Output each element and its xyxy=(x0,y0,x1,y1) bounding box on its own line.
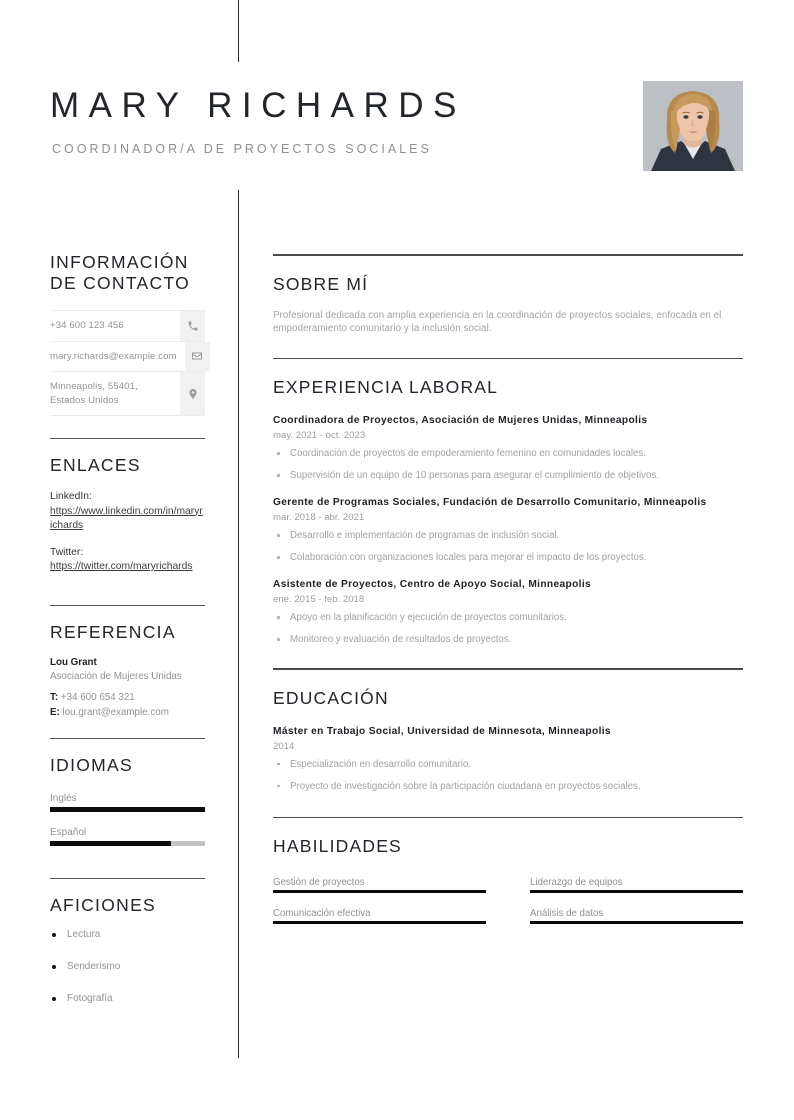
skills-grid xyxy=(273,875,743,924)
experience-entry xyxy=(273,578,743,646)
education-list xyxy=(273,725,743,793)
experience-entry-bullets xyxy=(273,447,743,482)
experience-heading: EXPERIENCIA LABORAL xyxy=(273,377,499,397)
languages-heading: IDIOMAS xyxy=(50,754,133,775)
reference-phone xyxy=(50,690,205,705)
language-level-track-english xyxy=(50,807,205,812)
experience-entry-bullets xyxy=(273,529,743,564)
job-title: COORDINADOR/A DE PROYECTOS SOCIALES xyxy=(52,142,432,156)
list-item: Fotografía xyxy=(50,992,205,1006)
portrait-photo-icon xyxy=(643,81,743,171)
reference-email-label: E: xyxy=(50,706,60,718)
language-item-english xyxy=(50,790,205,812)
language-level-fill-spanish xyxy=(50,841,171,846)
language-name-spanish: Español xyxy=(50,826,87,838)
contact-heading xyxy=(50,252,205,294)
education-entry-title: Máster en Trabajo Social, Universidad de Minnesota, Minneapolis xyxy=(273,725,611,737)
reference-details xyxy=(50,655,205,720)
skill-level-fill xyxy=(273,921,486,924)
contact-item-address xyxy=(50,372,205,416)
skill-item xyxy=(273,906,486,924)
reference-heading: REFERENCIA xyxy=(50,621,176,642)
hobbies-list xyxy=(50,928,205,1006)
reference-section xyxy=(0,587,238,720)
link-label-linkedin: LinkedIn: xyxy=(50,491,92,502)
reference-phone-value: +34 600 654 321 xyxy=(60,691,135,703)
language-level-fill-english xyxy=(50,807,205,812)
link-item-twitter xyxy=(50,546,205,575)
contact-address-value: Minneapolis, 55401, Estados Unidos xyxy=(50,381,138,406)
experience-entry-date: may. 2021 - oct. 2023 xyxy=(273,430,366,441)
education-heading: EDUCACIÓN xyxy=(273,687,389,708)
link-label-twitter: Twitter: xyxy=(50,546,84,558)
experience-entry xyxy=(273,496,743,564)
avatar xyxy=(643,81,743,171)
experience-divider xyxy=(273,358,743,360)
list-item: Apoyo en la planificación y ejecución de proyectos comunitarios. xyxy=(273,611,743,624)
languages-divider xyxy=(50,738,205,739)
skill-level-track xyxy=(273,921,486,924)
about-section xyxy=(273,190,743,336)
experience-list xyxy=(273,414,743,646)
link-url-linkedin[interactable]: https://www.linkedin.com/in/maryrichards xyxy=(50,505,203,531)
skill-item xyxy=(530,875,743,893)
skill-name: Liderazgo de equipos xyxy=(530,877,623,888)
list-item: Lectura xyxy=(50,928,205,942)
list-item: Desarrollo e implementación de programas de inclusión social. xyxy=(273,529,743,542)
skill-level-fill xyxy=(530,890,743,893)
experience-section xyxy=(273,336,743,647)
experience-entry xyxy=(273,414,743,482)
list-item: Coordinación de proyectos de empoderamiento femenino en comunidades locales. xyxy=(273,447,743,460)
hobbies-heading: AFICIONES xyxy=(50,894,157,915)
reference-organization: Asociación de Mujeres Unidas xyxy=(50,670,182,682)
language-level-track-spanish xyxy=(50,841,205,846)
skill-name: Gestión de proyectos xyxy=(273,877,365,888)
main-content xyxy=(273,190,743,924)
experience-entry-bullets xyxy=(273,611,743,646)
reference-name: Lou Grant xyxy=(50,656,97,668)
contact-heading-line1: INFORMACIÓN xyxy=(50,252,189,272)
contact-list xyxy=(50,310,205,416)
experience-entry-title: Gerente de Programas Sociales, Fundación de Desarrollo Comunitario, Minneapolis xyxy=(273,497,707,508)
hobbies-section xyxy=(0,858,238,1006)
list-item: Supervisión de un equipo de 10 personas para asegurar el cumplimiento de objetivos. xyxy=(273,469,743,482)
list-item: Colaboración con organizaciones locales para mejorar el impacto de los proyectos. xyxy=(273,551,743,564)
page-title: MARY RICHARDS xyxy=(50,86,466,125)
education-section xyxy=(273,660,743,793)
contact-heading-line2: DE CONTACTO xyxy=(50,273,191,293)
education-divider xyxy=(273,668,743,670)
skills-divider xyxy=(273,817,743,819)
reference-divider xyxy=(50,605,205,606)
experience-entry-title: Coordinadora de Proyectos, Asociación de Mujeres Unidas, Minneapolis xyxy=(273,415,648,426)
link-url-twitter[interactable]: https://twitter.com/maryrichards xyxy=(50,561,193,572)
list-item: Monitoreo y evaluación de resultados de proyectos. xyxy=(273,633,743,646)
links-heading: ENLACES xyxy=(50,455,141,475)
education-entry-date: 2014 xyxy=(273,740,295,752)
skill-level-track xyxy=(273,890,486,893)
list-item: Senderismo xyxy=(50,960,205,974)
skills-heading: HABILIDADES xyxy=(273,836,402,856)
experience-entry-date: mar. 2018 - abr. 2021 xyxy=(273,512,365,523)
reference-phone-label: T: xyxy=(50,691,59,703)
contact-item-phone xyxy=(50,310,205,342)
links-section xyxy=(0,416,238,575)
links-divider xyxy=(50,438,205,439)
skill-item xyxy=(273,875,486,893)
list-item: Especialización en desarrollo comunitario. xyxy=(273,758,743,771)
language-name-english: Inglés xyxy=(50,792,77,804)
skill-level-fill xyxy=(273,890,486,893)
hobbies-divider xyxy=(50,878,205,879)
skills-section xyxy=(273,807,743,925)
skill-name: Comunicación efectiva xyxy=(273,908,371,919)
location-pin-icon xyxy=(180,372,205,415)
contact-item-email xyxy=(50,342,205,373)
education-entry-bullets xyxy=(273,758,743,793)
about-heading: SOBRE MÍ xyxy=(273,273,369,294)
link-item-linkedin xyxy=(50,490,205,534)
skill-level-track xyxy=(530,890,743,893)
skill-name: Análisis de datos xyxy=(530,908,604,919)
contact-phone-value: +34 600 123 456 xyxy=(50,320,124,331)
about-text: Profesional dedicada con amplia experiencia en la coordinación de proyectos sociales, enfocada en el empoderamiento comunitario y la inclusión social. xyxy=(273,309,722,334)
about-divider xyxy=(273,254,743,256)
skill-level-fill xyxy=(530,921,743,924)
contact-email-value: mary.richards@example.com xyxy=(50,350,177,362)
list-item: Proyecto de investigación sobre la participación ciudadana en proyectos sociales. xyxy=(273,780,743,793)
column-vertical-divider xyxy=(238,190,239,1058)
experience-entry-date: ene. 2015 - feb. 2018 xyxy=(273,594,365,605)
skill-item xyxy=(530,906,743,924)
resume-header xyxy=(0,0,794,190)
reference-email-value: lou.grant@example.com xyxy=(62,706,169,718)
language-item-spanish xyxy=(50,824,205,846)
phone-icon xyxy=(180,311,205,341)
experience-entry-title: Asistente de Proyectos, Centro de Apoyo Social, Minneapolis xyxy=(273,579,592,590)
education-entry xyxy=(273,725,743,793)
envelope-icon xyxy=(185,342,210,372)
sidebar xyxy=(0,190,238,1024)
links-list xyxy=(50,490,205,575)
contact-section xyxy=(0,190,238,416)
skill-level-track xyxy=(530,921,743,924)
languages-section xyxy=(0,720,238,846)
languages-list xyxy=(50,790,205,846)
reference-email xyxy=(50,705,205,720)
